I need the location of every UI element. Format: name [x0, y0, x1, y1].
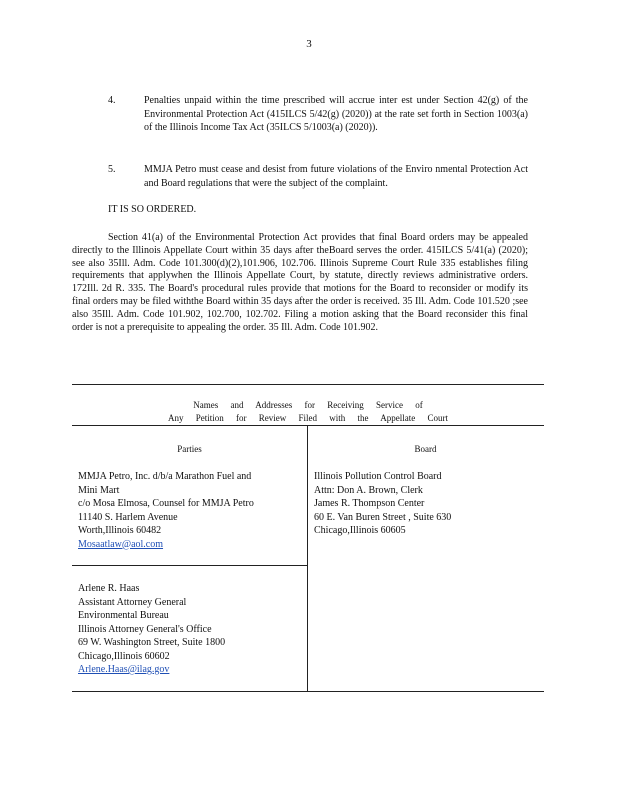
service-table-title: [72, 399, 544, 425]
party2-email-link[interactable]: Arlene.Haas@ilag.gov: [78, 664, 170, 675]
appeal-paragraph: Section 41(a) of the Environmental Protection Act provides that final Board orders may be appealed directly to the Illinois Appellate Court within 35 days after theBoard serves the order. 415ILCS 5/41(a) (2020); see also 35Ill. Adm. Code 101.300(d)(2),101.906, 102.706. Illinois Supreme Court Rule 335 establishes filing requirements that applywhen the Illinois Appellate Court, by statute, directly reviews administrative orders. 172Ill. 2d R. 335. The Board's procedural rules provide that motions for the Board to reconsider or modify its final orders may be filed withthe Board within 35 days after the order is received. 35 Ill. Adm. Code 101.520 ;see also 35Ill. Adm. Code 101.902, 102.700, 102.702. Filing a motion asking that the Board reconsider this final order is not a prerequisite to appealing the order. 35 Ill. Adm. Code 101.902.: [72, 232, 528, 333]
address-line: Assistant Attorney General: [78, 596, 187, 608]
parties-header: Parties: [177, 444, 202, 454]
page-number: 3: [306, 38, 312, 50]
item-text: Penalties unpaid within the time prescribed will accrue inter est under Section 42(g) of the Environmental Protection Act (415ILCS 5/42(g) (2020)) at the rate set forth in Section 1003(a) of the Illinois Income Tax Act (35ILCS 5/1003(a) (2020)).: [144, 95, 528, 133]
address-line: Illinois Pollution Control Board: [314, 471, 442, 482]
item-number: 5.: [108, 164, 116, 175]
address-line: Attn: Don A. Brown, Clerk: [314, 484, 423, 496]
address-line: Mini Mart: [78, 484, 120, 496]
address-line: 11140 S. Harlem Avenue: [78, 511, 178, 523]
so-ordered-text: IT IS SO ORDERED.: [108, 204, 197, 215]
service-table-title-line1: Names and Addresses for Receiving Service of: [193, 400, 423, 410]
address-line: c/o Mosa Elmosa, Counsel for MMJA Petro: [78, 498, 254, 509]
parties-divider: [72, 565, 307, 566]
address-line: Chicago,Illinois 60605: [314, 525, 406, 536]
column-divider: [307, 425, 308, 691]
address-line: Worth,Illinois 60482: [78, 525, 162, 536]
address-line: James R. Thompson Center: [314, 498, 425, 509]
address-line: 60 E. Van Buren Street , Suite 630: [314, 511, 452, 523]
address-line: 69 W. Washington Street, Suite 1800: [78, 637, 226, 648]
party1-email-link[interactable]: Mosaatlaw@aol.com: [78, 538, 164, 550]
table-header-rule: [72, 425, 544, 426]
address-line: MMJA Petro, Inc. d/b/a Marathon Fuel and: [78, 471, 252, 482]
board-header: Board: [414, 444, 437, 454]
item-number: 4.: [108, 95, 116, 106]
party2-address: [78, 582, 298, 677]
item-text: MMJA Petro must cease and desist from future violations of the Enviro nmental Protection Act and Board regulations that were the subject of the complaint.: [144, 164, 528, 189]
board-address: [314, 470, 539, 538]
address-line: Arlene R. Haas: [78, 583, 140, 594]
table-top-rule: [72, 384, 544, 385]
address-line: Chicago,Illinois 60602: [78, 650, 170, 662]
party1-address: [78, 470, 288, 551]
address-line: Illinois Attorney General's Office: [78, 623, 212, 635]
table-bottom-rule: [72, 691, 544, 692]
service-table-title-line2: Any Petition for Review Filed with the Appellate Court: [168, 413, 448, 423]
address-line: Environmental Bureau: [78, 610, 169, 621]
